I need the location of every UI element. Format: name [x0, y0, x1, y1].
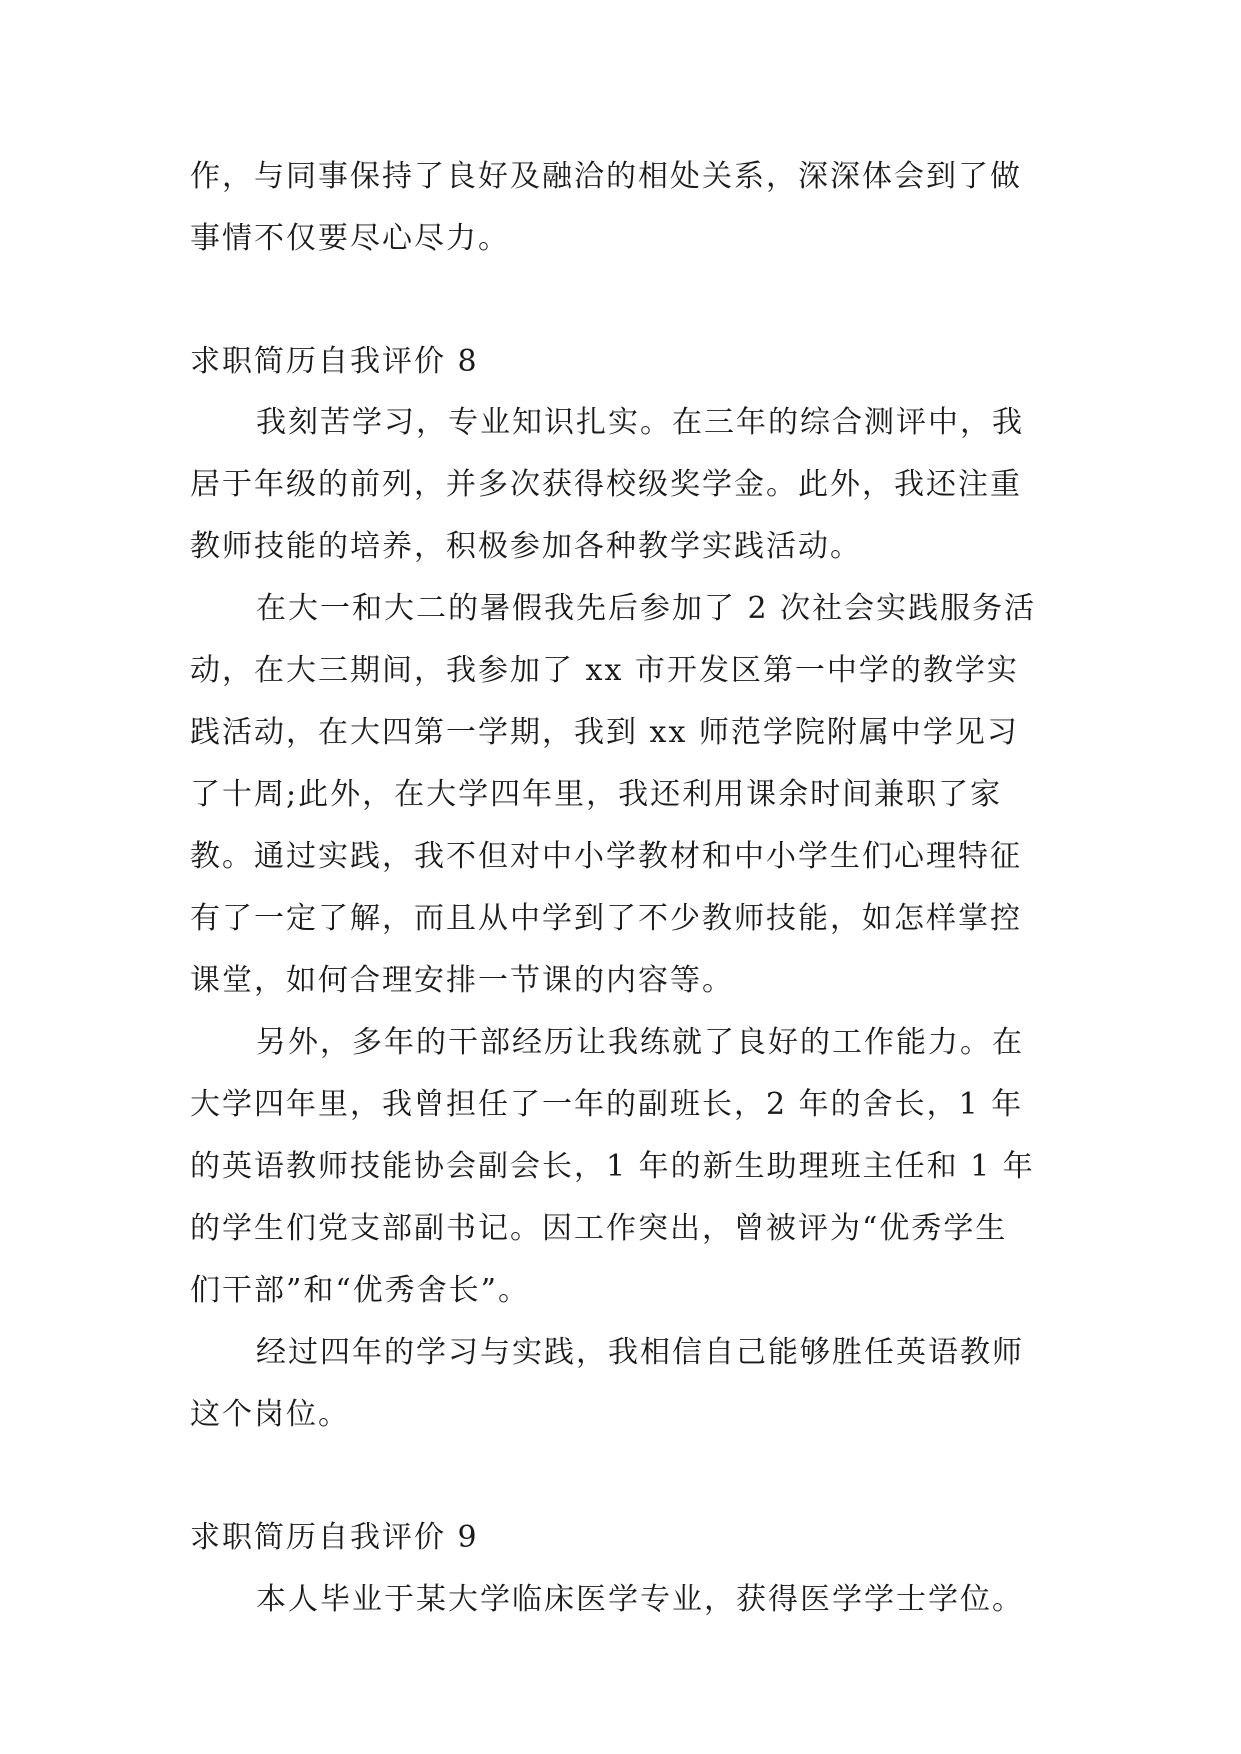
section-8-paragraph-3 — [190, 1012, 1060, 1322]
text-line: 事情不仅要尽心尽力。 — [190, 221, 510, 256]
text-line: 的学生们党支部副书记。因工作突出，曾被评为“优秀学生 — [190, 1211, 1008, 1246]
text-line: 课堂，如何合理安排一节课的内容等。 — [190, 963, 734, 998]
text-line: 教师技能的培养，积极参加各种教学实践活动。 — [190, 529, 862, 564]
text-line: 本人毕业于某大学临床医学专业，获得医学学士学位。 — [256, 1582, 1024, 1617]
text-line: 动，在大三期间，我参加了 xx 市开发区第一中学的教学实 — [190, 653, 1019, 688]
text-line: 在大一和大二的暑假我先后参加了 2 次社会实践服务活 — [256, 591, 1037, 626]
text-line: 教。通过实践，我不但对中小学教材和中小学生们心理特征 — [190, 839, 1022, 874]
section-8-heading: 求职简历自我评价 8 — [190, 344, 479, 379]
section-9-paragraph-1 — [190, 1569, 1060, 1631]
section-8-paragraph-2 — [190, 578, 1060, 1012]
intro-paragraph — [190, 146, 1060, 270]
text-line: 了十周;此外，在大学四年里，我还利用课余时间兼职了家 — [190, 777, 1003, 812]
section-9-heading: 求职简历自我评价 9 — [190, 1520, 479, 1555]
text-line: 作，与同事保持了良好及融洽的相处关系，深深体会到了做 — [190, 159, 1022, 194]
text-line: 的英语教师技能协会副会长，1 年的新生助理班主任和 1 年 — [190, 1149, 1035, 1184]
text-line: 这个岗位。 — [190, 1397, 350, 1432]
text-line: 大学四年里，我曾担任了一年的副班长，2 年的舍长，1 年 — [190, 1087, 1024, 1122]
section-8-paragraph-1 — [190, 392, 1060, 578]
text-line: 另外，多年的干部经历让我练就了良好的工作能力。在 — [256, 1025, 1024, 1060]
section-8-paragraph-4 — [190, 1322, 1060, 1446]
text-line: 我刻苦学习，专业知识扎实。在三年的综合测评中，我 — [256, 405, 1024, 440]
text-line: 经过四年的学习与实践，我相信自己能够胜任英语教师 — [256, 1335, 1024, 1370]
text-line: 有了一定了解，而且从中学到了不少教师技能，如怎样掌控 — [190, 901, 1022, 936]
text-line: 们干部”和“优秀舍长”。 — [190, 1273, 531, 1308]
text-line: 践活动，在大四第一学期，我到 xx 师范学院附属中学见习 — [190, 715, 1019, 750]
text-line: 居于年级的前列，并多次获得校级奖学金。此外，我还注重 — [190, 467, 1022, 502]
